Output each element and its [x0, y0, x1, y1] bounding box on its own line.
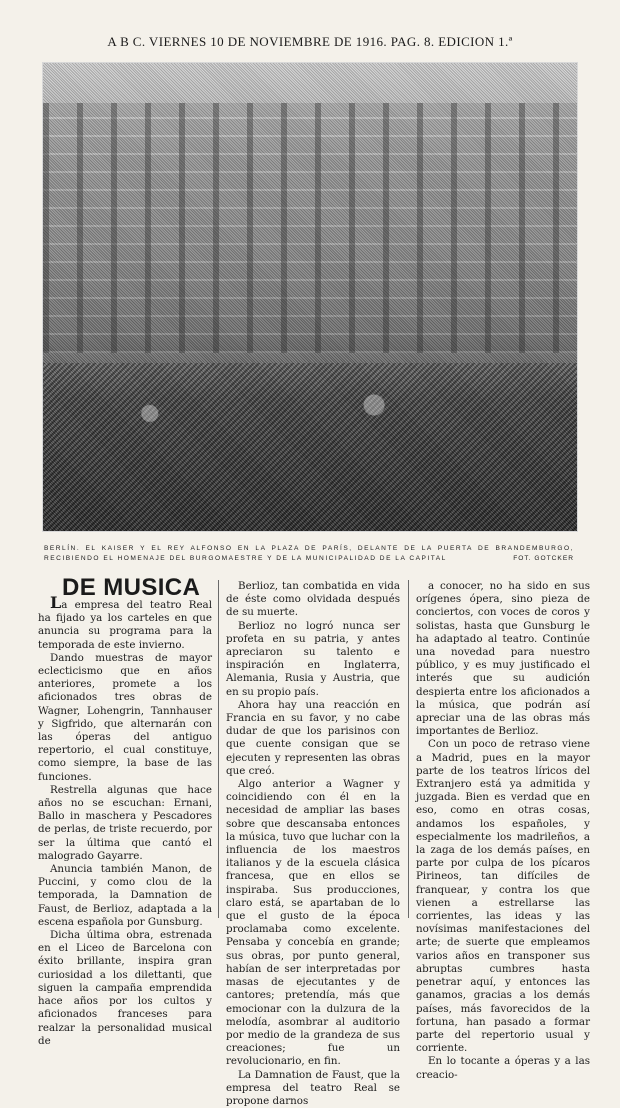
article-column-3: [416, 580, 590, 1082]
caption-text: BERLÍN. EL KAISER Y EL REY ALFONSO EN LA PLAZA DE PARÍS, DELANTE DE LA PUERTA DE BRANDEMBURGO, RECIBIENDO EL HOMENAJE DEL BURGOMAESTRE Y DE LA MUNICIPALIDAD DE LA CAPITAL: [44, 545, 574, 562]
paragraph: Algo anterior a Wagner y coincidiendo con él en la necesidad de ampliar las bases sobre que descansaba entonces la música, tuvo que luchar con la influencia de los maestros italianos y de la escuela clásica francesa, que en ellos se inspiraba. Sus producciones, claro está, se apartaban de lo que el gusto de la época proclamaba como excelente. Pensaba y concebía en grande; sus obras, por punto general, habían de ser interpretadas por masas de ejecutantes y de cantores; pretendía, más que emocionar con la dulzura de la melodía, asombrar al auditorio por medio de la grandeza de sus creaciones; fue un revolucionario, en fin.: [226, 778, 400, 1068]
paragraph: Con un poco de retraso viene a Madrid, pues en la mayor parte de los teatros líricos del Extranjero está ya admitida y juzgada. Bien es verdad que en eso, como en otras cosas, andamos los españoles, y especialmente los madrileños, a la zaga de los demás países, en parte por culpa de los pícaros Pirineos, tan difíciles de franquear, y contra los que vienen a estrellarse las corrientes, las ideas y las novísimas manifestaciones del arte; de suerte que empleamos varios años en transponer sus abruptas cumbres hasta penetrar aquí, y entonces las ganamos, gracias a los demás países, más favorecidos de la fortuna, han pasado a formar parte del repertorio usual y corriente.: [416, 738, 590, 1055]
photo-crowd: [43, 363, 577, 531]
paragraph: Dando muestras de mayor eclecticismo que en años anteriores, promete a los aficionados tres obras de Wagner, Lohengrin, Tannhauser y Sigfrido, que alternarán con las óperas del antiguo repertorio, el cual constituye, como siempre, la base de las funciones.: [38, 651, 212, 783]
column-divider: [218, 580, 219, 918]
photo-credit: FOT. GOTCKER: [513, 555, 574, 562]
paragraph: Ahora hay una reacción en Francia en su favor, y no cabe dudar de que los parisinos con que cuente consigan que se ejecuten y representen las obras que creó.: [226, 698, 400, 777]
paragraph: Berlioz, tan combatida en vida de éste como olvidada después de su muerte.: [226, 580, 400, 619]
paragraph: La Damnation de Faust, que la empresa del teatro Real se propone darnos: [226, 1068, 400, 1107]
paragraph: En lo tocante a óperas y a las creacio-: [416, 1055, 590, 1081]
news-photo: [42, 62, 578, 532]
page-header: A B C. VIERNES 10 DE NOVIEMBRE DE 1916. PAG. 8. EDICION 1.ª: [107, 34, 513, 49]
photo-building: [43, 103, 577, 353]
paragraph: Dicha última obra, estrenada en el Liceo de Barcelona con éxito brillante, inspira gran curiosidad a los dilettanti, que siguen la campaña emprendida hace años por los cultos y aficionados franceses para realzar la personalidad musical de: [38, 929, 212, 1047]
paragraph: Restrella algunas que hace años no se escuchan: Ernani, Ballo in maschera y Pescadores de perlas, de triste recuerdo, por ser la última que cantó el malogrado Gayarre.: [38, 783, 212, 862]
paragraph: Anuncia también Manon, de Puccini, y como clou de la temporada, la Damnation de Faust, de Berlioz, adaptada a la escena española por Gunsburg.: [38, 863, 212, 928]
column-divider: [408, 580, 409, 918]
article-column-1: [38, 593, 212, 1048]
photo-caption: [44, 544, 574, 564]
article-column-2: [226, 580, 400, 1108]
paragraph: La empresa del teatro Real ha fijado ya los carteles en que anuncia su programa para la temporada de este invierno.: [38, 593, 212, 651]
paragraph: a conocer, no ha sido en sus orígenes ópera, sino pieza de conciertos, con voces de coros y solistas, hasta que Gunsburg le ha adaptado al teatro. Continúe una novedad para nuestro público, y es muy justificado el interés que su audición despierta entre los aficionados a la música, que podrán así apreciar una de las obras más importantes de Berlioz.: [416, 580, 590, 738]
paragraph: Berlioz no logró nunca ser profeta en su patria, y antes apreciaron su talento e inspiración en Inglaterra, Alemania, Rusia y Austria, que en su propio país.: [226, 619, 400, 698]
article-title: DE MUSICA: [62, 574, 201, 601]
